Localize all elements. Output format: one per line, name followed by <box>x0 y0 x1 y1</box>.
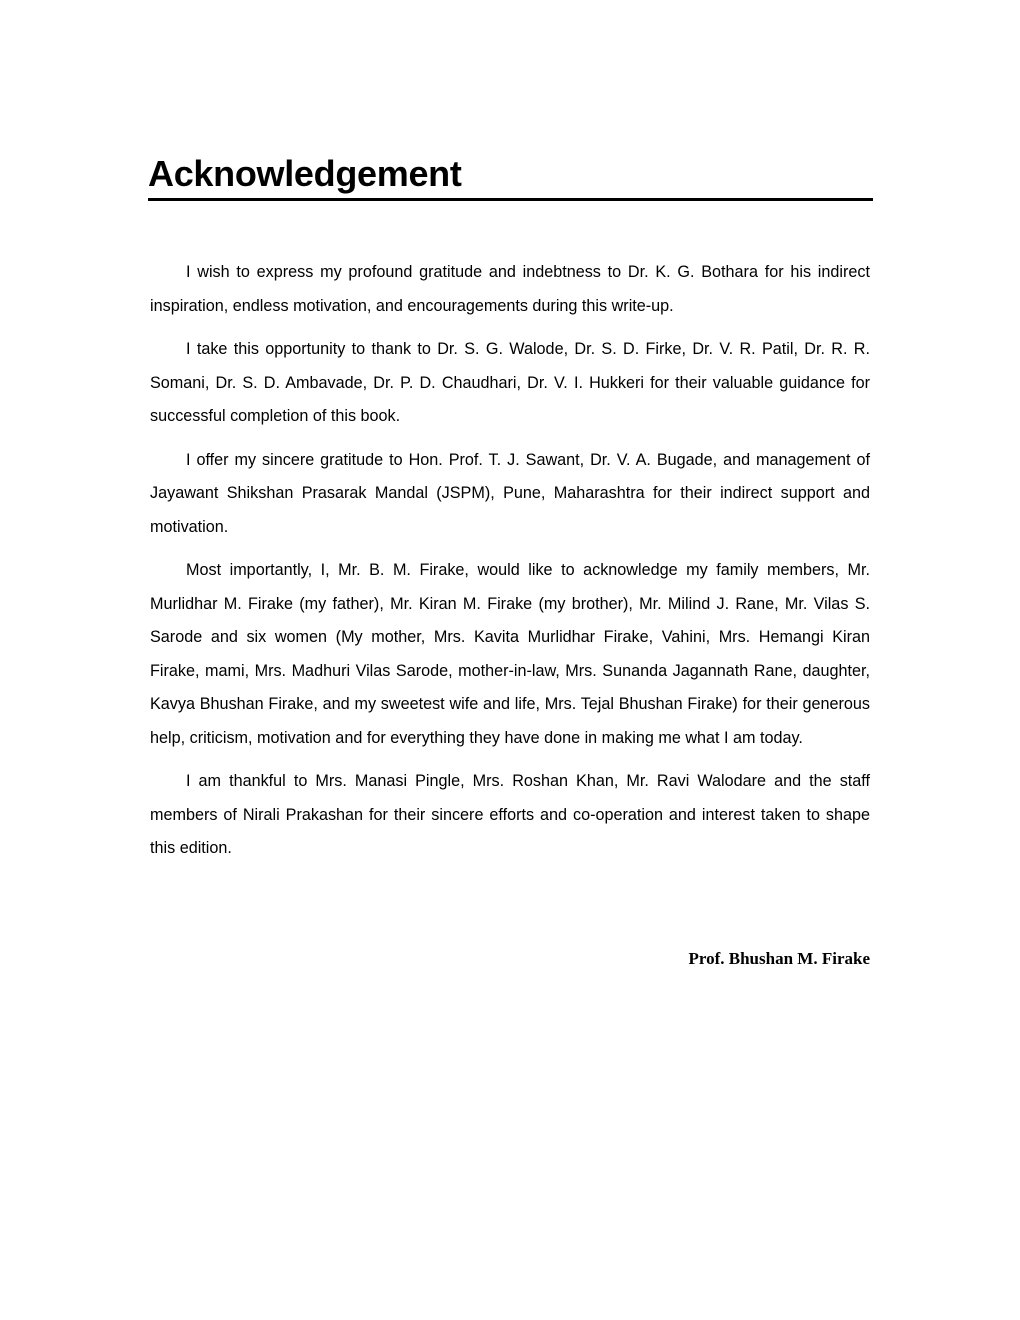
page-title: Acknowledgement <box>148 153 462 194</box>
paragraph-3: I offer my sincere gratitude to Hon. Prof. T. J. Sawant, Dr. V. A. Bugade, and management of Jayawant Shikshan Prasarak Mandal (JSPM), Pune, Maharashtra for their indirect support and motivation. <box>150 450 870 536</box>
paragraph-1: I wish to express my profound gratitude and indebtness to Dr. K. G. Bothara for his indirect inspiration, endless motivation, and encouragements during this write-up. <box>150 263 870 315</box>
author-signature: Prof. Bhushan M. Firake <box>688 949 870 968</box>
paragraph-2: I take this opportunity to thank to Dr. S. G. Walode, Dr. S. D. Firke, Dr. V. R. Patil, Dr. R. R. Somani, Dr. S. D. Ambavade, Dr. P. D. Chaudhari, Dr. V. I. Hukkeri for their valuable guidance for successful completion of this book. <box>150 340 870 425</box>
paragraph-5: I am thankful to Mrs. Manasi Pingle, Mrs. Roshan Khan, Mr. Ravi Walodare and the staff members of Nirali Prakashan for their sincere efforts and co-operation and interest taken to shape this edition. <box>150 772 870 857</box>
body-text <box>150 256 870 876</box>
heading-block <box>148 152 873 201</box>
paragraph-4: Most importantly, I, Mr. B. M. Firake, would like to acknowledge my family members, Mr. Murlidhar M. Firake (my father), Mr. Kiran M. Firake (my brother), Mr. Milind J. Rane, Mr. Vilas S. Sarode and six women (My mother, Mrs. Kavita Murlidhar Firake, Vahini, Mrs. Hemangi Kiran Firake, mami, Mrs. Madhuri Vilas Sarode, mother-in-law, Mrs. Sunanda Jagannath Rane, daughter, Kavya Bhushan Firake, and my sweetest wife and life, Mrs. Tejal Bhushan Firake) for their generous help, criticism, motivation and for everything they have done in making me what I am today. <box>150 561 870 747</box>
